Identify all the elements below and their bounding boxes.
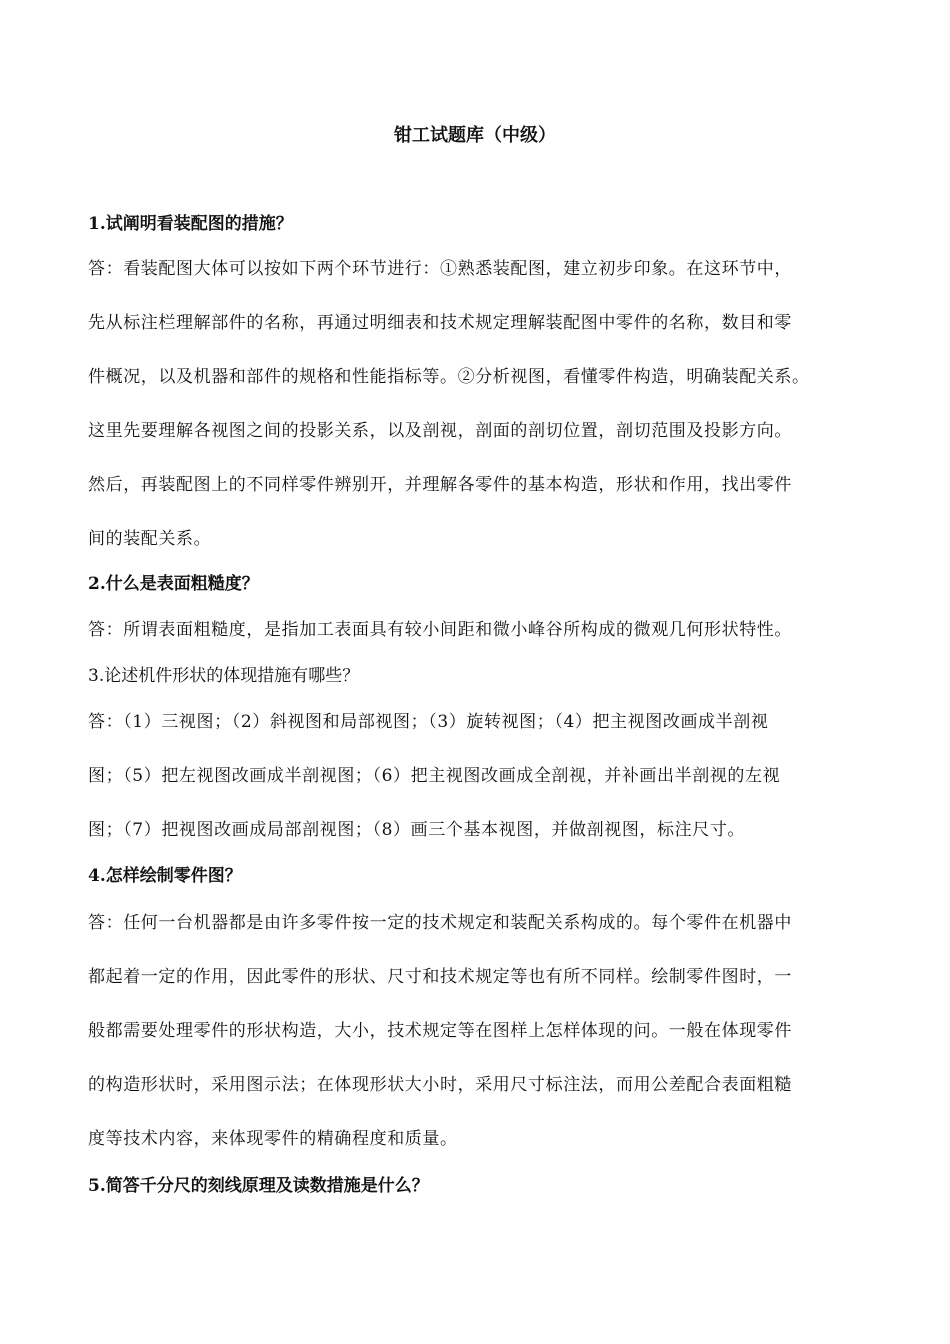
question-1-answer xyxy=(88,255,878,553)
question-1-heading: 1.试阐明看装配图的措施？ xyxy=(88,214,293,234)
question-5-heading: 5.简答千分尺的刻线原理及读数措施是什么？ xyxy=(88,1176,429,1196)
answer-line: 间的装配关系。 xyxy=(88,529,212,549)
question-4-answer xyxy=(88,909,878,1153)
answer-line: 答：看装配图大体可以按如下两个环节进行：①熟悉装配图，建立初步印象。在这环节中， xyxy=(88,259,792,279)
question-3-heading: 3.论述机件形状的体现措施有哪些？ xyxy=(88,666,360,686)
document-title: 钳工试题库（中级） xyxy=(394,125,556,146)
answer-line: 图；（5）把左视图改画成半剖视图；（6）把主视图改画成全剖视，并补画出半剖视的左视 xyxy=(88,766,781,786)
question-4-heading: 4.怎样绘制零件图？ xyxy=(88,866,242,886)
answer-line: 然后，再装配图上的不同样零件辨别开，并理解各零件的基本构造，形状和作用，找出零件 xyxy=(88,475,792,495)
answer-line: 先从标注栏理解部件的名称，再通过明细表和技术规定理解装配图中零件的名称，数目和零 xyxy=(88,313,792,333)
question-3-answer xyxy=(88,708,878,844)
answer-line: 件概况，以及机器和部件的规格和性能指标等。②分析视图，看懂零件构造，明确装配关系。 xyxy=(88,367,810,387)
answer-line: 图；（7）把视图改画成局部剖视图；（8）画三个基本视图，并做剖视图，标注尺寸。 xyxy=(88,820,746,840)
answer-line: 答：任何一台机器都是由许多零件按一定的技术规定和装配关系构成的。每个零件在机器中 xyxy=(88,913,792,933)
question-2-answer: 答：所谓表面粗糙度，是指加工表面具有较小间距和微小峰谷所构成的微观几何形状特性。 xyxy=(88,620,792,640)
answer-line: 都起着一定的作用，因此零件的形状、尺寸和技术规定等也有所不同样。绘制零件图时，一 xyxy=(88,967,792,987)
answer-line: 这里先要理解各视图之间的投影关系，以及剖视，剖面的剖切位置，剖切范围及投影方向。 xyxy=(88,421,792,441)
answer-line: 的构造形状时，采用图示法；在体现形状大小时，采用尺寸标注法，而用公差配合表面粗糙 xyxy=(88,1075,792,1095)
answer-line: 般都需要处理零件的形状构造，大小，技术规定等在图样上怎样体现的问。一般在体现零件 xyxy=(88,1021,792,1041)
question-2-heading: 2.什么是表面粗糙度？ xyxy=(88,574,259,594)
answer-line: 度等技术内容，来体现零件的精确程度和质量。 xyxy=(88,1129,458,1149)
answer-line: 答：（1）三视图；（2）斜视图和局部视图；（3）旋转视图；（4）把主视图改画成半剖视 xyxy=(88,712,769,732)
